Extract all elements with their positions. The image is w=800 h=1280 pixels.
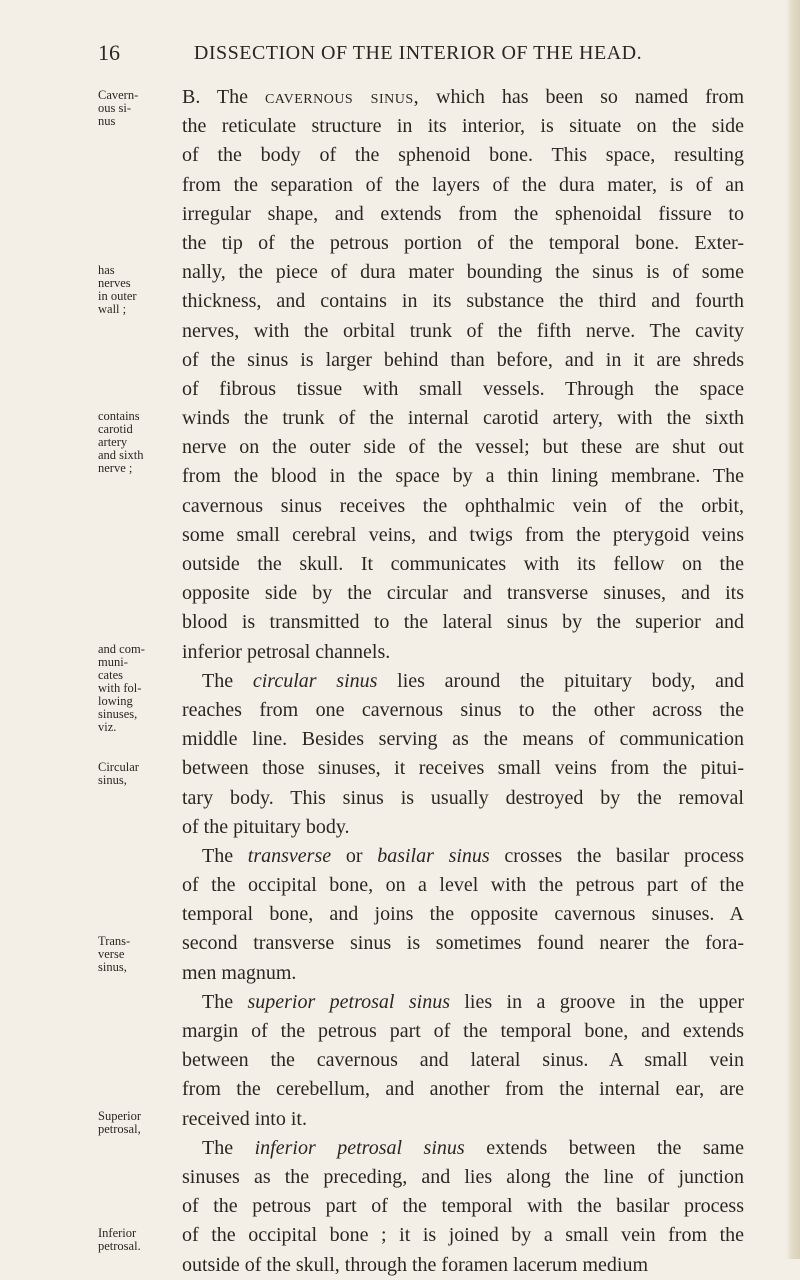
- text-line: some small cerebral veins, and twigs from the pterygoid veins: [182, 523, 744, 546]
- text-line: of fibrous tissue with small vessels. Through the space: [182, 377, 744, 400]
- paragraph-label: B. The: [182, 86, 249, 108]
- text-line: irregular shape, and extends from the sphenoidal fissure to: [182, 202, 744, 225]
- text-line: the tip of the petrous portion of the temporal bone. Exter-: [182, 231, 744, 254]
- text-line: blood is transmitted to the lateral sinus by the superior and: [182, 611, 744, 634]
- text-line: winds the trunk of the internal carotid artery, with the sixth: [182, 407, 744, 430]
- term-transverse: transverse: [247, 844, 332, 867]
- text-line: outside the skull. It communicates with its fellow on the: [182, 553, 744, 575]
- text-line: nerve on the outer side of the vessel; but these are shut out: [182, 436, 744, 459]
- text-line: reaches from one cavernous sinus to the other across the: [182, 698, 744, 721]
- text-line: of the occipital bone, on a level with the petrous part of the: [182, 874, 744, 897]
- text-line: opposite side by the circular and transverse sinuses, and its: [182, 582, 744, 605]
- text-line: temporal bone, and joins the opposite cavernous sinuses. A: [182, 903, 744, 926]
- text-line: middle line. Besides serving as the means of communication: [182, 728, 744, 751]
- text-line: between those sinuses, it receives small veins from the pitui-: [182, 757, 744, 780]
- running-title: DISSECTION OF THE INTERIOR OF THE HEAD.: [193, 42, 643, 64]
- text-line: from the cerebellum, and another from the internal ear, are: [182, 1078, 744, 1101]
- paragraph-superior-petrosal-sinus: The superior petrosal sinus lies in a groove in the upper margin of the petrous part of the temporal bone, and extends between the cavernous and lateral sinus. A small vein from the cerebellum, and another from the internal ear, are received into it.: [182, 988, 744, 1134]
- text-line: inferior petrosal channels.: [182, 640, 391, 663]
- margin-note: Cavern- ous si- nus: [98, 88, 139, 128]
- margin-note: contains carotid artery and sixth nerve ;: [98, 409, 144, 475]
- text-line: men magnum.: [182, 961, 297, 984]
- margin-note: Circular sinus,: [98, 760, 139, 787]
- text-line: of the occipital bone ; it is joined by a small vein from the: [182, 1224, 744, 1247]
- page-header: [98, 40, 738, 70]
- text-line: sinuses as the preceding, and lies along the line of junction: [182, 1165, 744, 1188]
- text-line: of the petrous part of the temporal with the basilar process: [182, 1195, 744, 1218]
- term-circular-sinus: circular sinus: [252, 669, 378, 692]
- text-line: between the cavernous and lateral sinus. A small vein: [182, 1049, 744, 1072]
- margin-note: has nerves in outer wall ;: [98, 263, 137, 316]
- text-line: of the pituitary body.: [182, 815, 350, 838]
- text-line: received into it.: [182, 1107, 307, 1130]
- text-line: from the separation of the layers of the dura mater, is of an: [182, 173, 744, 196]
- heading-cavernous-sinus: cavernous sinus,: [264, 86, 420, 108]
- paragraph-transverse-sinus: The transverse or basilar sinus crosses the basilar process of the occipital bone, on a level with the petrous part of the temporal bone, and joins the opposite cavernous sinuses. A second transverse sinus is sometimes found nearer the fora- men magnum.: [182, 842, 744, 988]
- term-superior-petrosal-sinus: superior petrosal sinus: [247, 990, 450, 1013]
- paragraph-inferior-petrosal-sinus: The inferior petrosal sinus extends between the same sinuses as the preceding, and lies along the line of junction of the petrous part of the temporal with the basilar process of the occipital bone ; it is joined by a small vein from the outside of the skull, through the foramen lacerum medium: [182, 1134, 744, 1280]
- term-inferior-petrosal-sinus: inferior petrosal sinus: [254, 1136, 465, 1159]
- paragraph-cavernous-sinus: B. The cavernous sinus, which has been so named from the reticulate structure in its interior, is situate on the side of the body of the sphenoid bone. This space, resulting from the separation of the layers of the dura mater, is of an irregular shape, and extends from the sphenoidal fissure to the tip of the petrous portion of the temporal bone. Exter- nally, the piece of dura mater bounding the sinus is of some thickness, and contains in its substance the third and fourth nerves, with the orbital trunk of the fifth nerve. The cavity of the sinus is larger behind than before, and in it are shreds of fibrous tissue with small vessels. Through the space winds the trunk of the internal carotid artery, with the sixth nerve on the outer side of the vessel; but these are shut out from the blood in the space by a thin lining membrane. The cavernous sinus receives the ophthalmic vein of the orbit, some small cerebral veins, and twigs from the pterygoid veins outside the skull. It communicates with its fellow on the opposite side by the circular and transverse sinuses, and its blood is transmitted to the lateral sinus by the superior and inferior petrosal channels.: [182, 83, 744, 667]
- margin-note: Superior petrosal,: [98, 1109, 142, 1136]
- body-text: [182, 83, 744, 1280]
- text-line: the reticulate structure in its interior, is situate on the side: [182, 115, 744, 138]
- margin-note: Trans- verse sinus,: [98, 934, 131, 974]
- text-line: second transverse sinus is sometimes found nearer the fora-: [182, 932, 744, 955]
- text-line: nerves, with the orbital trunk of the fifth nerve. The cavity: [182, 319, 744, 342]
- text-line: margin of the petrous part of the temporal bone, and extends: [182, 1020, 744, 1042]
- text-line: cavernous sinus receives the ophthalmic vein of the orbit,: [182, 494, 744, 517]
- paragraph-circular-sinus: The circular sinus lies around the pituitary body, and reaches from one cavernous sinus to the other across the middle line. Besides serving as the means of communication between those sinuses, it receives small veins from the pitui- tary body. This sinus is usually destroyed by the removal of the pituitary body.: [182, 667, 744, 842]
- margin-note: and com- muni- cates with fol- lowing sinuses, viz.: [98, 642, 145, 734]
- text-line: thickness, and contains in its substance the third and fourth: [182, 290, 744, 313]
- text-line: tary body. This sinus is usually destroyed by the removal: [182, 786, 744, 809]
- text-line: of the body of the sphenoid bone. This space, resulting: [182, 144, 744, 167]
- text-line: of the sinus is larger behind than before, and in it are shreds: [182, 348, 744, 371]
- text-line: nally, the piece of dura mater bounding the sinus is of some: [182, 261, 744, 284]
- page-number: 16: [98, 40, 120, 65]
- margin-note: Inferior petrosal.: [98, 1226, 141, 1253]
- term-basilar-sinus: basilar sinus: [377, 844, 490, 867]
- text-line: from the blood in the space by a thin lining membrane. The: [182, 465, 744, 488]
- page-edge: [786, 0, 800, 1259]
- text-line: outside of the skull, through the foramen lacerum medium: [182, 1253, 648, 1276]
